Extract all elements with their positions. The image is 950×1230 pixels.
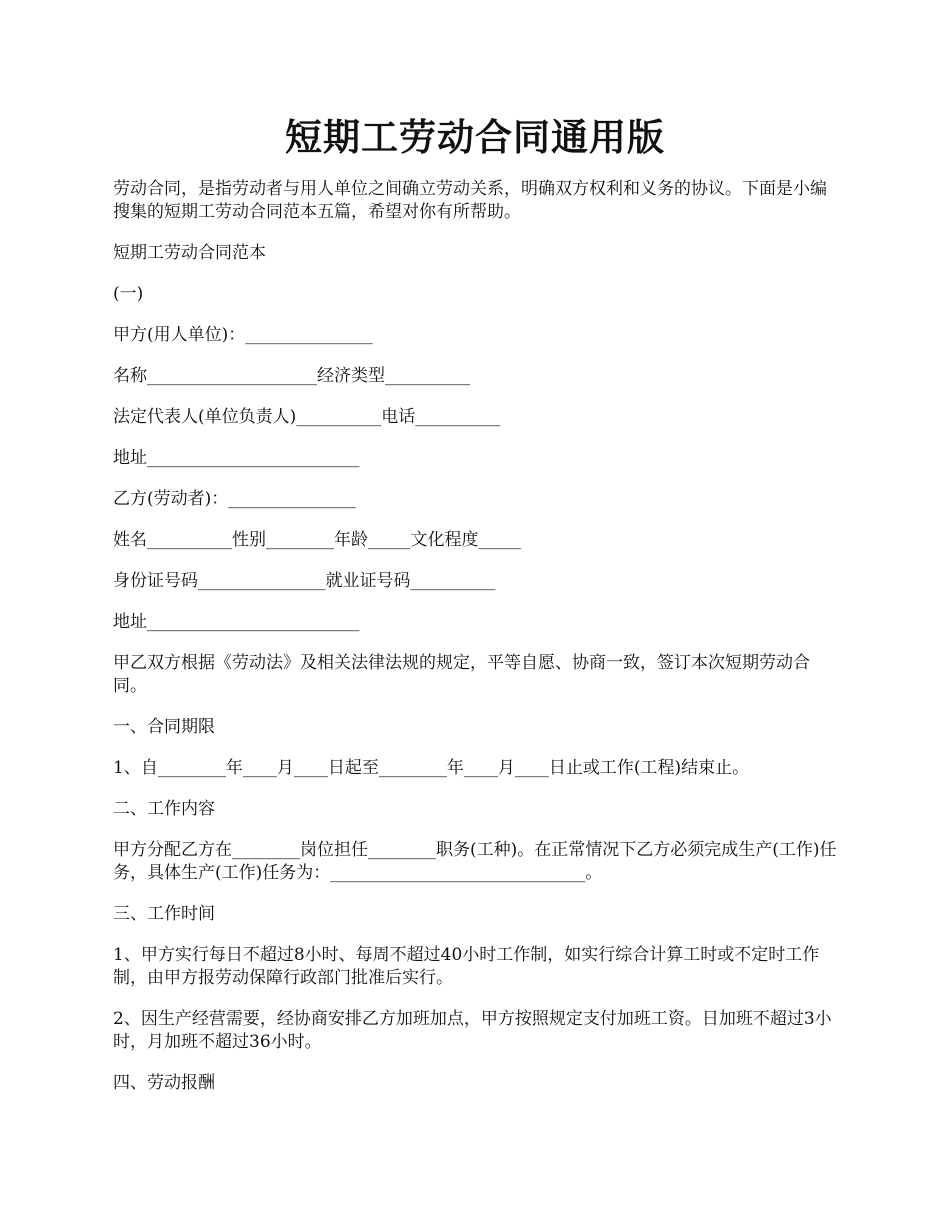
clause-heading-work-hours: 三、工作时间 (113, 904, 215, 924)
party-a-label: 甲方(用人单位)：_______________ (113, 325, 373, 345)
clause-work-hours-item-2: 2、因生产经营需要，经协商安排乙方加班加点，甲方按照规定支付加班工资。日加班不超过3小时，月加班不超过36小时。 (113, 1009, 832, 1052)
intro-paragraph: 劳动合同，是指劳动者与用人单位之间确立劳动关系，明确双方权利和义务的协议。下面是小编搜集的短期工劳动合同范本五篇，希望对你有所帮助。 (113, 179, 827, 222)
party-b-id-field: 身份证号码_______________就业证号码__________ (113, 571, 496, 591)
section-number: (一) (113, 284, 144, 304)
party-a-address-field: 地址_________________________ (113, 448, 360, 468)
clause-term-item: 1、自________年____月____日起至________年____月____日止或工作(工程)结束止。 (113, 758, 750, 778)
party-b-label: 乙方(劳动者)：_______________ (113, 489, 356, 509)
party-a-representative-field: 法定代表人(单位负责人)__________电话__________ (113, 407, 501, 427)
party-a-name-field: 名称____________________经济类型__________ (113, 366, 470, 386)
section-heading: 短期工劳动合同范本 (113, 243, 266, 263)
clause-heading-term: 一、合同期限 (113, 717, 215, 737)
party-b-address-field: 地址_________________________ (113, 612, 360, 632)
clause-heading-work-content: 二、工作内容 (113, 799, 215, 819)
document-body (113, 178, 841, 1113)
clause-work-content-item: 甲方分配乙方在________岗位担任________职务(工种)。在正常情况下乙方必须完成生产(工作)任务，具体生产(工作)任务为：______________________________。 (113, 840, 837, 883)
clause-heading-remuneration: 四、劳动报酬 (113, 1073, 215, 1093)
document-title: 短期工劳动合同通用版 (285, 115, 665, 159)
clause-work-hours-item-1: 1、甲方实行每日不超过8小时、每周不超过40小时工作制，如实行综合计算工时或不定时工作制，由甲方报劳动保障行政部门批准后实行。 (113, 945, 820, 988)
party-b-info-field: 姓名__________性别________年龄_____文化程度_____ (113, 530, 521, 550)
agreement-paragraph: 甲乙双方根据《劳动法》及相关法律法规的规定，平等自愿、协商一致，签订本次短期劳动合同。 (113, 653, 810, 696)
